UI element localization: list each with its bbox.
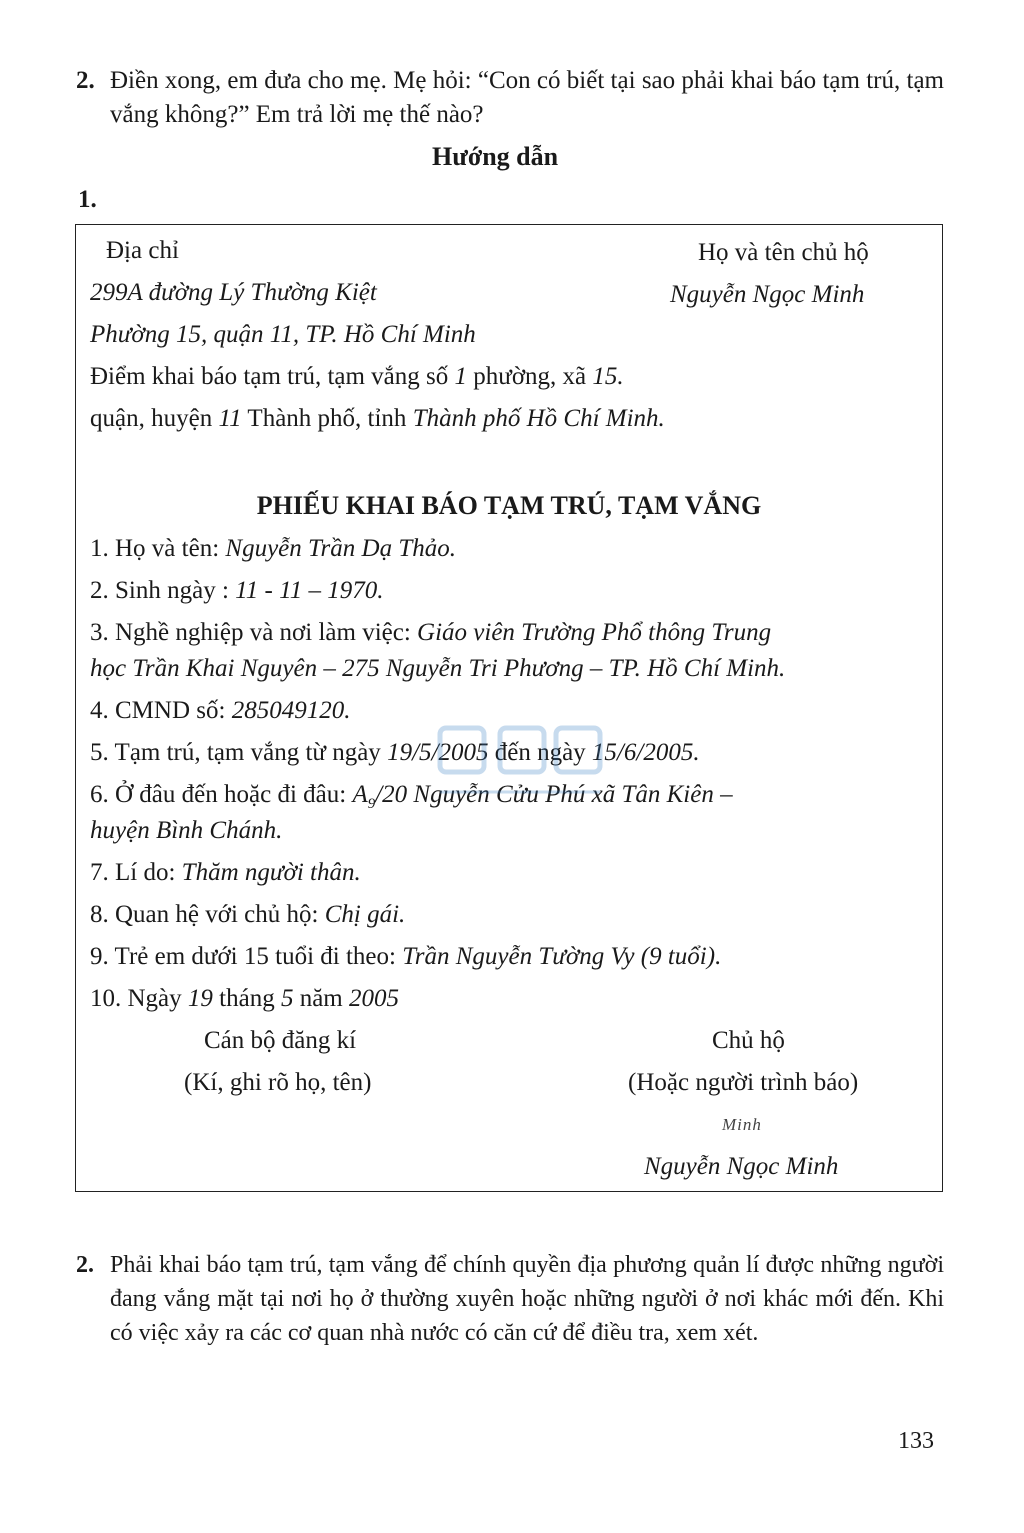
item-value: Nguyễn Trần Dạ Thảo.: [225, 535, 456, 562]
answer-number: 2.: [76, 1252, 94, 1278]
point-number: 1: [454, 363, 468, 390]
page-number: 133: [898, 1428, 934, 1454]
item-mid-2: năm: [299, 985, 343, 1012]
item-6: [90, 781, 733, 813]
item-8: [90, 901, 405, 929]
province: Thành phố Hồ Chí Minh.: [412, 405, 665, 432]
household-head-sign-label: Chủ hộ: [712, 1027, 785, 1054]
item-value-b: 15/6/2005.: [591, 739, 700, 766]
address-line-2: Phường 15, quận 11, TP. Hồ Chí Minh: [90, 321, 476, 348]
item-mid: đến ngày: [494, 739, 586, 766]
answer-1-number: 1.: [78, 186, 97, 213]
district-line: [90, 405, 665, 433]
item-label: 1. Họ và tên:: [90, 535, 220, 562]
address-line-1: 299A đường Lý Thường Kiệt: [90, 279, 377, 306]
household-head-sign-note: (Hoặc người trình báo): [628, 1069, 859, 1096]
item-10: [90, 985, 399, 1013]
item-label: 4. CMND số:: [90, 697, 226, 724]
declaration-point-line: [90, 363, 624, 391]
form-title: PHIẾU KHAI BÁO TẠM TRÚ, TẠM VẮNG: [256, 491, 762, 520]
item-9: [90, 943, 721, 971]
item-3-continued: học Trần Khai Nguyên – 275 Nguyễn Tri Phương – TP. Hồ Chí Minh.: [90, 655, 786, 682]
item-1: [90, 535, 456, 563]
item-3: [90, 619, 771, 647]
point-prefix: Điểm khai báo tạm trú, tạm vắng số: [90, 363, 449, 390]
item-value: Chị gái.: [324, 901, 406, 928]
answer-2: [76, 1248, 944, 1350]
item-value: 285049120.: [231, 697, 351, 724]
item-value-a-base: A: [352, 781, 368, 808]
item-value-a-subscript: 9: [367, 796, 376, 812]
district-prefix: quận, huyện: [90, 405, 213, 432]
watermark-logo-icon: [430, 720, 610, 810]
item-value: 19/5/2005: [387, 739, 489, 766]
province-mid: Thành phố, tỉnh: [247, 405, 407, 432]
item-value-b: 5: [280, 985, 294, 1012]
section-heading: Hướng dẫn: [432, 142, 559, 171]
item-label: 8. Quan hệ với chủ hộ:: [90, 901, 319, 928]
ward: 15.: [592, 363, 624, 390]
item-value: /20 Nguyễn Cửu Phú xã Tân Kiên –: [375, 781, 733, 808]
item-label: 6. Ở đâu đến hoặc đi đâu:: [90, 781, 347, 808]
item-label: 3. Nghề nghiệp và nơi làm việc:: [90, 619, 411, 646]
item-value: Trần Nguyễn Tường Vy (9 tuổi).: [402, 943, 722, 970]
item-label: 9. Trẻ em dưới 15 tuổi đi theo:: [90, 943, 396, 970]
question-text: Điền xong, em đưa cho mẹ. Mẹ hỏi: “Con có biết tại sao phải khai báo tạm trú, tạm vắng không?” Em trả lời mẹ thế nào?: [110, 67, 944, 128]
item-value: Thăm người thân.: [181, 859, 361, 886]
household-head-label: Họ và tên chủ hộ: [698, 239, 869, 266]
declaration-form: [75, 224, 943, 1192]
item-value-c: 2005: [349, 985, 399, 1012]
question-number: 2.: [76, 67, 95, 94]
item-label: 7. Lí do:: [90, 859, 176, 886]
district: 11: [218, 405, 242, 432]
item-label: 5. Tạm trú, tạm vắng từ ngày: [90, 739, 381, 766]
question-2: [76, 64, 944, 132]
signer-name: Nguyễn Ngọc Minh: [644, 1153, 839, 1180]
answer-text: Phải khai báo tạm trú, tạm vắng để chính quyền địa phương quản lí được những người đang vắng mặt tại nơi họ ở thường xuyên hoặc những người ở nơi khác mới đến. Khi có việc xảy ra các cơ quan nhà nước có căn cứ để điều tra, xem xét.: [110, 1252, 944, 1346]
item-mid: tháng: [219, 985, 275, 1012]
point-mid: phường, xã: [473, 363, 587, 390]
address-label: Địa chỉ: [106, 237, 179, 264]
officer-label: Cán bộ đăng kí: [204, 1027, 357, 1054]
item-label: 2. Sinh ngày :: [90, 577, 229, 604]
item-4: [90, 697, 350, 725]
item-value: 11 - 11 – 1970.: [235, 577, 384, 604]
item-value: Giáo viên Trường Phổ thông Trung: [417, 619, 772, 646]
handwritten-signature: Minh: [722, 1115, 762, 1134]
item-2: [90, 577, 384, 605]
item-6-continued: huyện Bình Chánh.: [90, 817, 283, 844]
household-head-name: Nguyễn Ngọc Minh: [670, 281, 865, 308]
item-label: 10. Ngày: [90, 985, 182, 1012]
officer-note: (Kí, ghi rõ họ, tên): [184, 1069, 372, 1096]
item-value: 19: [187, 985, 213, 1012]
item-7: [90, 859, 361, 887]
